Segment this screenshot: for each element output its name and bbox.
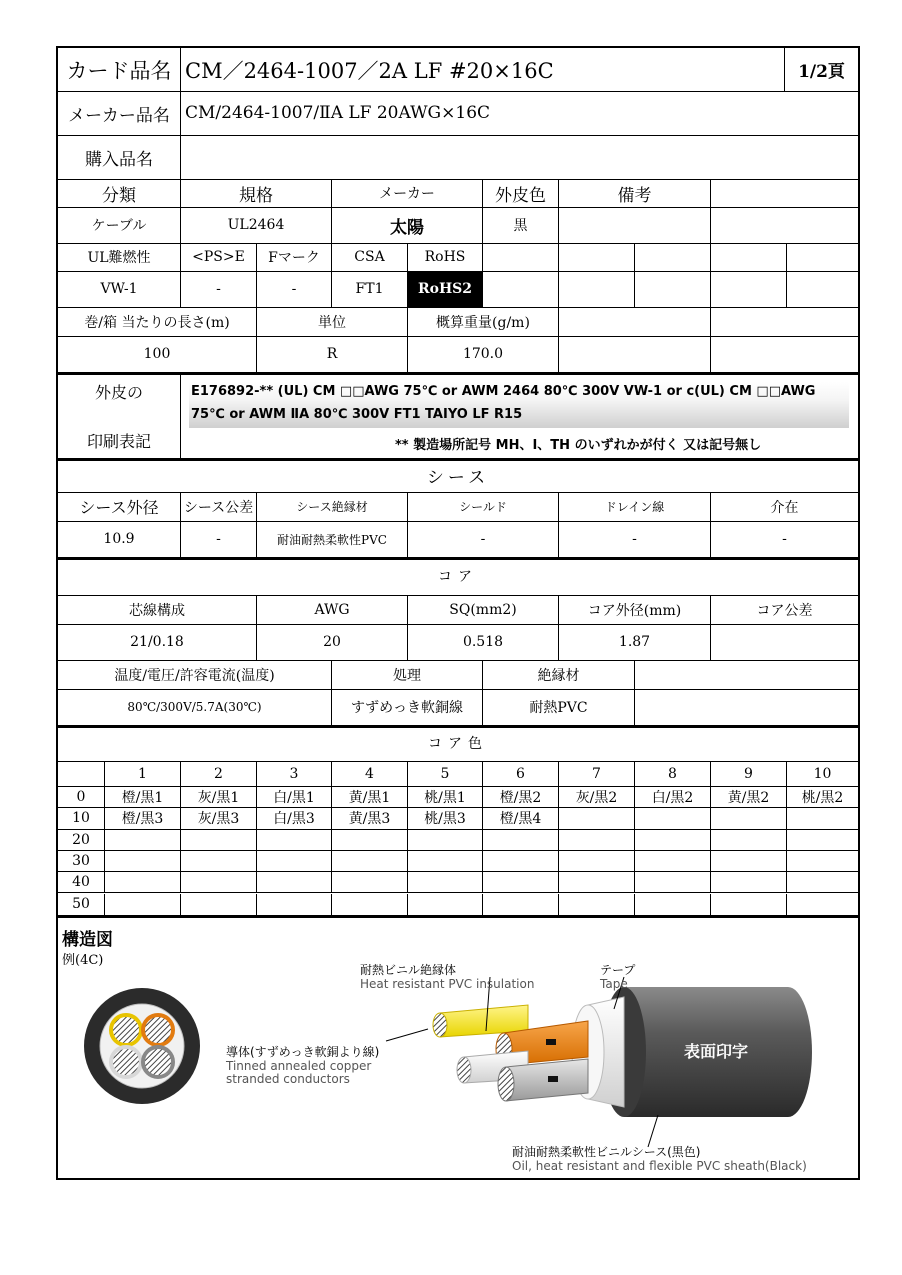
conductor-label-jp: 導体(すずめっき軟銅より線) [226,1045,380,1059]
core-color-column-header: 6 [482,761,558,787]
sheath-tolerance-value: - [180,521,256,557]
temp-voltage-header: 温度/電圧/許容電流(温度) [114,667,275,684]
blank-cell [710,207,858,243]
core-color-cell [180,872,256,893]
core-color-cell [634,851,710,872]
core-color-cell: 黄/黒3 [331,808,407,829]
maker-name-label: メーカー品名 [68,105,170,126]
card-name-label: カード品名 [66,58,172,83]
core-color-column-header: 2 [180,761,256,787]
standard-value: UL2464 [180,207,331,243]
diagram-title: 構造図 [62,930,113,950]
conductor-label-en-2: stranded conductors [226,1072,350,1086]
core-color-cell [786,808,858,829]
side-view [386,977,812,1147]
sq-value: 0.518 [407,624,558,660]
gray-core [506,1059,588,1101]
core-orange-section [143,1015,173,1045]
spec-sheet [56,46,860,1180]
length-value-row [58,336,858,375]
core-color-cell [104,851,180,872]
csa-header: CSA [331,243,407,271]
insulation-label-en: Heat resistant PVC insulation [360,977,535,991]
conductor-config-header: 芯線構成 [129,602,185,619]
core-color-title-row [58,725,858,762]
classification-value: ケーブル [91,218,147,234]
core-color-column-header: 8 [634,761,710,787]
filler-header: 介在 [710,492,858,521]
blank-cell [634,660,858,689]
f-mark-header: Fマーク [256,243,331,271]
purchase-name-label: 購入品名 [85,149,153,170]
blank-cell [634,689,858,725]
rohs-value: RoHS2 [407,271,482,307]
core-header-row [58,595,858,625]
standard-header: 規格 [180,179,331,207]
core-color-cell [786,830,858,851]
core-color-cell [710,808,786,829]
blank-cell [558,243,634,271]
sheath-tolerance-header: シース公差 [180,492,256,521]
insulation-header: 絶縁材 [482,660,634,689]
core-color-cell [180,851,256,872]
core-color-cell: 白/黒2 [634,787,710,808]
conductor-leader [386,1029,428,1041]
core-color-cell: 白/黒1 [256,787,331,808]
core-color-cell [104,872,180,893]
core-color-cell [256,851,331,872]
print-note: ** 製造場所記号 MH、I、TH のいずれかが付く 又は記号無し [395,438,762,453]
core-color-cell [180,830,256,851]
blank-cell [634,271,710,307]
core-color-cell: 黄/黒2 [710,787,786,808]
core-color-cell: 橙/黒4 [482,808,558,829]
purchase-name-value [180,135,858,179]
certification-header-row [58,243,858,272]
sheath-header-row [58,492,858,522]
core-color-cell [786,894,858,915]
core-color-cell: 桃/黒3 [407,808,482,829]
core-color-cell [482,830,558,851]
pse-header: <PS>E [180,243,256,271]
core-color-column-header: 9 [710,761,786,787]
core-color-cell: 灰/黒1 [180,787,256,808]
blank-cell [482,271,558,307]
blank-cell [482,243,558,271]
core-color-column-header: 5 [407,761,482,787]
print-marking-label [58,372,180,458]
core-color-cell: 桃/黒1 [407,787,482,808]
sheath-material-header: シース絶縁材 [256,492,407,521]
filler-value: - [710,521,858,557]
insulation-value: 耐熱PVC [482,689,634,725]
maker-header: メーカー [331,179,482,207]
maker-value: 太陽 [331,207,482,243]
temp-header-row [58,660,858,690]
white-core-end [457,1057,471,1083]
core-color-cell [104,830,180,851]
blank-cell [710,243,786,271]
sheath-label-jp: 耐油耐熱柔軟性ビニルシース(黒色) [512,1145,701,1159]
tape-label-en: Tape [600,977,628,991]
card-name-row [58,48,858,92]
core-title: コア [438,569,478,585]
core-color-cell [634,872,710,893]
core-color-column-header: 3 [256,761,331,787]
maker-name-value: CM/2464-1007/ⅡA LF 20AWG×16C [180,91,858,135]
core-od-header: コア外径(mm) [558,595,710,624]
sheath-title-row [58,458,858,493]
core-color-cell [558,872,634,893]
core-color-cell [634,808,710,829]
core-tolerance-header: コア公差 [710,595,858,624]
core-tolerance-value [710,624,858,660]
core-color-row-label: 40 [58,872,104,893]
core-color-cell [482,894,558,915]
core-color-cell [331,851,407,872]
core-color-cell [331,830,407,851]
orange-core-stripe [546,1039,556,1045]
f-mark-value: - [256,271,331,307]
core-color-row-label: 30 [58,851,104,872]
sheath-title: シース [426,467,490,488]
sheath-od-value: 10.9 [103,531,135,547]
page-number: 1/2頁 [784,48,858,91]
ul-flame-value: VW-1 [100,281,138,297]
core-color-cell [331,872,407,893]
awg-value: 20 [256,624,407,660]
certification-value-row [58,271,858,308]
core-title-row [58,557,858,596]
length-per-reel-header: 巻/箱 当たりの長さ(m) [84,314,230,331]
print-marking-row [58,372,858,461]
blank-cell [710,336,858,372]
core-color-cell: 灰/黒3 [180,808,256,829]
core-color-row-label: 50 [72,896,90,913]
awg-header: AWG [256,595,407,624]
weight-header: 概算重量(g/m) [407,307,558,336]
classification-header: 分類 [102,185,136,206]
shield-value: - [407,521,558,557]
diagram-example: 例(4C) [62,953,104,968]
rohs-header: RoHS [407,243,482,271]
core-color-cell [710,894,786,915]
gray-core-stripe [548,1076,558,1082]
core-color-cell [710,830,786,851]
drain-wire-value: - [558,521,710,557]
core-color-cell [407,872,482,893]
core-color-cell [407,851,482,872]
core-color-cell [786,851,858,872]
core-color-cell [256,830,331,851]
core-color-cell [256,872,331,893]
blank-cell [710,179,858,207]
core-color-cell [104,894,180,915]
core-color-cell [558,808,634,829]
core-color-title: コア色 [428,736,488,752]
blank-cell [786,271,858,307]
blank-cell [710,271,786,307]
core-color-cell [634,830,710,851]
card-name-value: CM／2464-1007／2A LF #20×16C [180,48,784,91]
conductor-config-value: 21/0.18 [130,634,184,650]
core-color-cell [407,894,482,915]
print-line-1: E176892-** (UL) CM □□AWG 75℃ or AWM 2464 80℃ 300V VW-1 or c(UL) CM □□AWG [191,384,816,399]
core-color-column-header: 10 [786,761,858,787]
blank-cell [558,307,710,336]
core-color-cell: 橙/黒2 [482,787,558,808]
sheath-material-value: 耐油耐熱柔軟性PVC [256,521,407,557]
core-color-cell: 黄/黒1 [331,787,407,808]
blank-cell [558,336,710,372]
yellow-core-end [433,1013,447,1037]
core-od-value: 1.87 [558,624,710,660]
classification-header-row [58,179,858,208]
temp-value-row [58,689,858,728]
core-color-cell [331,894,407,915]
tape-section [100,1004,184,1088]
length-per-reel-value: 100 [143,346,171,362]
gray-core-end [498,1067,514,1101]
remarks-header: 備考 [558,179,710,207]
core-color-cell [407,830,482,851]
core-color-row-label: 20 [58,830,104,851]
print-label-bottom: 印刷表記 [86,432,151,451]
length-header-row [58,307,858,337]
conductor-label-en-1: Tinned annealed copper [226,1059,372,1073]
core-color-cell [180,894,256,915]
core-color-column-header: 4 [331,761,407,787]
core-color-cell [710,872,786,893]
core-color-cell [482,851,558,872]
core-color-cell [558,894,634,915]
surface-print-label: 表面印字 [684,1042,749,1061]
print-label-top: 外皮の [94,383,143,402]
core-color-cell [558,830,634,851]
temp-voltage-value: 80℃/300V/5.7A(30℃) [127,700,262,714]
core-yellow-section [111,1015,141,1045]
blank-cell [786,243,858,271]
remarks-value [558,207,710,243]
core-color-cell [634,894,710,915]
csa-value: FT1 [331,271,407,307]
core-color-cell [786,872,858,893]
core-color-cell [710,851,786,872]
core-color-row-label: 0 [58,787,104,808]
sq-header: SQ(mm2) [407,595,558,624]
core-color-cell: 橙/黒1 [104,787,180,808]
maker-name-row [58,91,858,136]
core-color-cell [482,872,558,893]
print-marking-content [180,372,858,458]
cross-section [84,988,200,1104]
unit-value: R [256,336,407,372]
core-color-column-header: 1 [104,761,180,787]
print-line-2: 75℃ or AWM ⅡA 80℃ 300V FT1 TAIYO LF R15 [191,407,523,422]
unit-header: 単位 [256,307,407,336]
sheath-label-en: Oil, heat resistant and flexible PVC sheath(Black) [512,1159,807,1173]
drain-wire-header: ドレイン線 [558,492,710,521]
core-color-corner [58,761,104,787]
weight-value: 170.0 [407,336,558,372]
core-color-cell [256,894,331,915]
ul-flame-header: UL難燃性 [87,250,151,266]
sheath-od-header: シース外径 [79,498,159,517]
core-color-row-label: 10 [58,808,104,829]
purchase-name-row [58,135,858,180]
core-color-cell: 灰/黒2 [558,787,634,808]
jacket-color-value: 黒 [482,207,558,243]
blank-cell [634,243,710,271]
core-value-row [58,624,858,661]
treatment-header: 処理 [331,660,482,689]
core-gray-section [143,1047,173,1077]
jacket-color-header: 外皮色 [482,179,558,207]
blank-cell [710,307,858,336]
core-color-column-header: 7 [558,761,634,787]
tape-label-jp: テープ [600,963,636,977]
insulation-label-jp: 耐熱ビニル絶縁体 [360,963,457,977]
core-color-cell: 橙/黒3 [104,808,180,829]
blank-cell [558,271,634,307]
structure-diagram [58,915,858,1180]
pse-value: - [180,271,256,307]
core-color-table [58,761,858,918]
core-color-cell [558,851,634,872]
core-color-cell: 桃/黒2 [786,787,858,808]
shield-header: シールド [407,492,558,521]
core-white-section [111,1047,141,1077]
core-color-cell: 白/黒3 [256,808,331,829]
sheath-value-row [58,521,858,560]
classification-value-row [58,207,858,244]
treatment-value: すずめっき軟銅線 [331,689,482,725]
